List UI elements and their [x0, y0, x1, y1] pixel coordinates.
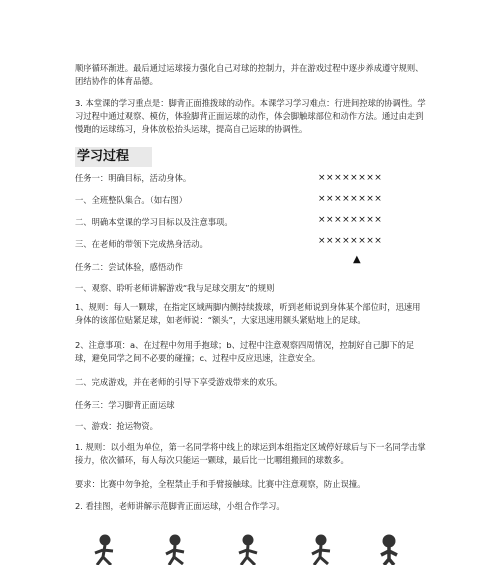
- formation-row: ××××××××: [318, 173, 383, 183]
- task-three-title: 任务三：学习脚背正面运球: [75, 400, 175, 410]
- task-one-step-3: 三、在老师的带领下完成热身活动。: [75, 239, 208, 249]
- task-two-title: 任务二：尝试体验，感悟动作: [75, 262, 183, 272]
- task-one-step-2: 二、明确本堂课的学习目标以及注意事项。: [75, 217, 233, 227]
- formation-row: ××××××××: [318, 236, 383, 246]
- formation-row: ××××××××: [318, 194, 383, 204]
- formation-diagram: [318, 168, 398, 252]
- task-three-step-2: 2. 看挂图，老师讲解示范脚背正面运球，小组合作学习。: [75, 501, 285, 511]
- formation-row: ××××××××: [318, 215, 383, 225]
- game-rules: 1、规则：每人一颗球，在指定区域两脚内侧持续拨球，听到老师说到身体某个部位时，迅速用身体的该部位贴紧足球，如老师说：“额头”，大家迅速用额头紧贴地上的足球。: [75, 302, 421, 325]
- task-three-game: 一、游戏：抢运物资。: [75, 421, 158, 431]
- paragraph-key-points: 3. 本堂课的学习重点是：脚背正面推拨球的动作。本课学习学习难点：行进间控球的协调性。学习过程中通过观察、模仿，体验脚背正面运球的动作，体会脚触球部位和动作方法。通过由走到慢跑的运球练习，身体放松抬头运球，提高自己运球的协调性。: [75, 98, 426, 134]
- dribbling-illustration: [75, 527, 427, 565]
- task-two-step-2: 二、完成游戏，并在老师的引导下享受游戏带来的欢乐。: [75, 377, 283, 387]
- player-figure-icon: [87, 533, 123, 565]
- relay-requirements: 要求：比赛中勿争抢，全程禁止手和手臂接触球。比赛中注意观察，防止误撞。: [75, 479, 366, 489]
- task-two-step-1: 一、观察、聆听老师讲解游戏“我与足球交朋友”的规则: [75, 283, 275, 293]
- teacher-marker-icon: ▲: [353, 254, 361, 265]
- section-heading: 学习过程: [75, 147, 152, 167]
- player-figure-icon: [303, 533, 339, 565]
- player-figure-icon: [371, 533, 407, 565]
- task-one-step-1: 一、全班整队集合。（如右图）: [75, 195, 188, 205]
- relay-rules: 1. 规则：以小组为单位，第一名同学将中线上的球运到本组指定区域停好球后与下一名同学击掌接力，依次循环，每人每次只能运一颗球，最后比一比哪组搬回的球数多。: [75, 442, 426, 465]
- paragraph-intro-end: 顺序循环渐进。最后通过运球接力强化自己对球的控制力，并在游戏过程中逐步养成遵守规则、团结协作的体育品德。: [75, 63, 424, 86]
- player-figure-icon: [230, 533, 266, 565]
- player-figure-icon: [157, 533, 193, 565]
- game-notes: 2、注意事项：a、在过程中勿用手抱球；b、过程中注意观察四周情况，控制好自己脚下的足球，避免同学之间不必要的碰撞；c、过程中反应迅速，注意安全。: [75, 340, 415, 363]
- task-one-title: 任务一：明确目标，活动身体。: [75, 173, 192, 183]
